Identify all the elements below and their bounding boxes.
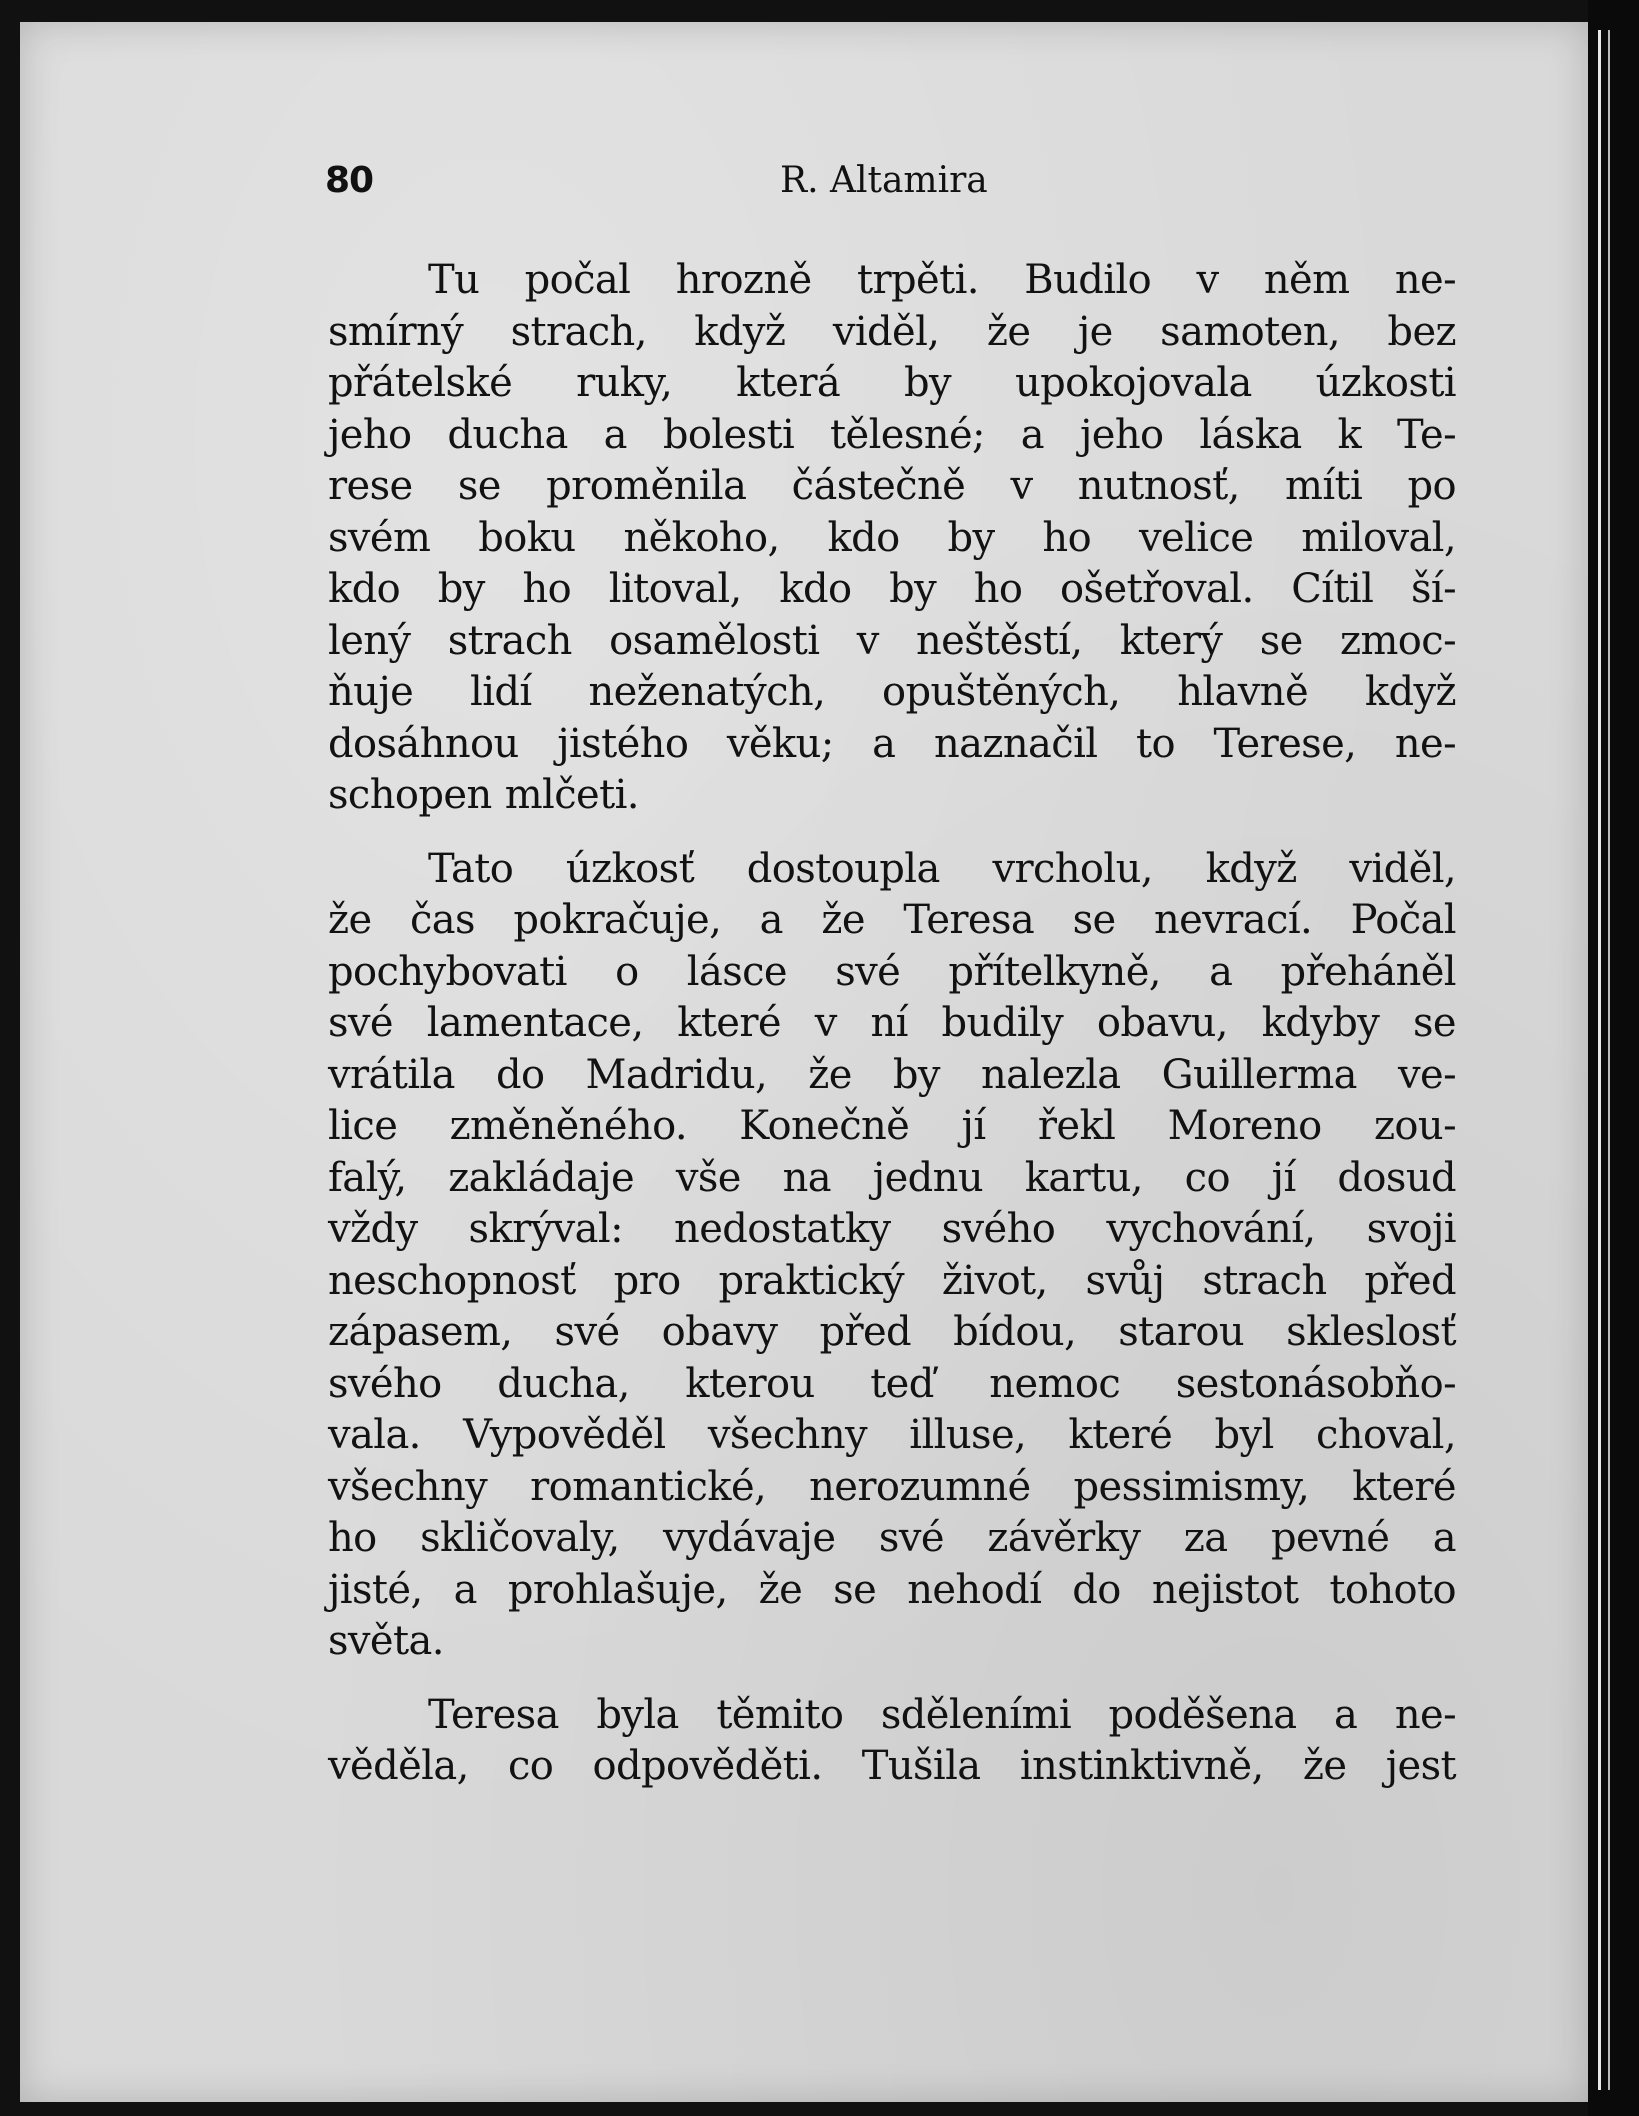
- page-edge-line: [1608, 30, 1610, 2090]
- text-line: své lamentace, které v ní budily obavu, kdyby se: [328, 1000, 1456, 1046]
- book-spine-edge: [1588, 0, 1639, 2116]
- running-title: R. Altamira: [780, 160, 988, 201]
- text-line: že čas pokračuje, a že Teresa se nevrací. Počal: [328, 897, 1456, 943]
- text-line: svém boku někoho, kdo by ho velice miloval,: [328, 514, 1456, 561]
- text-line: lený strach osamělosti v neštěstí, který se zmoc-: [328, 617, 1456, 664]
- page-number: 80: [325, 160, 374, 201]
- text-line: lice změněného. Konečně jí řekl Moreno zou-: [328, 1103, 1456, 1149]
- text-line: vždy skrýval: nedostatky svého vychování, svoji: [328, 1206, 1456, 1252]
- page-header: [325, 160, 1465, 212]
- text-line: kdo by ho litoval, kdo by ho ošetřoval. Cítil ší-: [328, 566, 1456, 612]
- page-edge-line: [1598, 30, 1601, 2090]
- body-text: [328, 255, 1456, 1815]
- text-line: schopen mlčeti.: [328, 772, 639, 818]
- text-line: zápasem, své obavy před bídou, starou skleslosť: [328, 1309, 1456, 1355]
- text-line: přátelské ruky, která by upokojovala úzkosti: [328, 360, 1456, 406]
- text-line: falý, zakládaje vše na jednu kartu, co jí dosud: [328, 1154, 1456, 1201]
- text-line: svého ducha, kterou teď nemoc sestonásobňo-: [328, 1360, 1456, 1407]
- paragraph: [328, 1690, 1456, 1793]
- text-line: smírný strach, když viděl, že je samoten, bez: [328, 308, 1456, 355]
- text-line: ňuje lidí neženatých, opuštěných, hlavně když: [328, 669, 1456, 715]
- text-line: rese se proměnila částečně v nutnosť, míti po: [328, 463, 1456, 509]
- text-line: všechny romantické, nerozumné pessimismy, které: [328, 1463, 1456, 1510]
- text-line: vrátila do Madridu, že by nalezla Guillerma ve-: [328, 1051, 1456, 1098]
- text-line: Teresa byla těmito sděleními poděšena a ne-: [428, 1691, 1456, 1738]
- paragraph: [328, 844, 1456, 1668]
- text-line: jeho ducha a bolesti tělesné; a jeho láska k Te-: [328, 411, 1456, 458]
- text-line: světa.: [328, 1618, 444, 1664]
- text-line: věděla, co odpověděti. Tušila instinktivně, že jest: [328, 1743, 1456, 1789]
- text-line: pochybovati o lásce své přítelkyně, a přeháněl: [328, 948, 1456, 995]
- text-line: ho skličovaly, vydávaje své závěrky za pevné a: [328, 1515, 1456, 1561]
- paragraph: [328, 255, 1456, 822]
- text-line: dosáhnou jistého věku; a naznačil to Terese, ne-: [328, 720, 1456, 767]
- text-line: Tato úzkosť dostoupla vrcholu, když viděl,: [428, 845, 1456, 892]
- text-line: Tu počal hrozně trpěti. Budilo v něm ne-: [428, 257, 1456, 303]
- text-line: jisté, a prohlašuje, že se nehodí do nejistot tohoto: [328, 1566, 1456, 1613]
- text-line: neschopnosť pro praktický život, svůj strach před: [328, 1257, 1456, 1304]
- text-line: vala. Vypověděl všechny illuse, které byl choval,: [328, 1412, 1456, 1458]
